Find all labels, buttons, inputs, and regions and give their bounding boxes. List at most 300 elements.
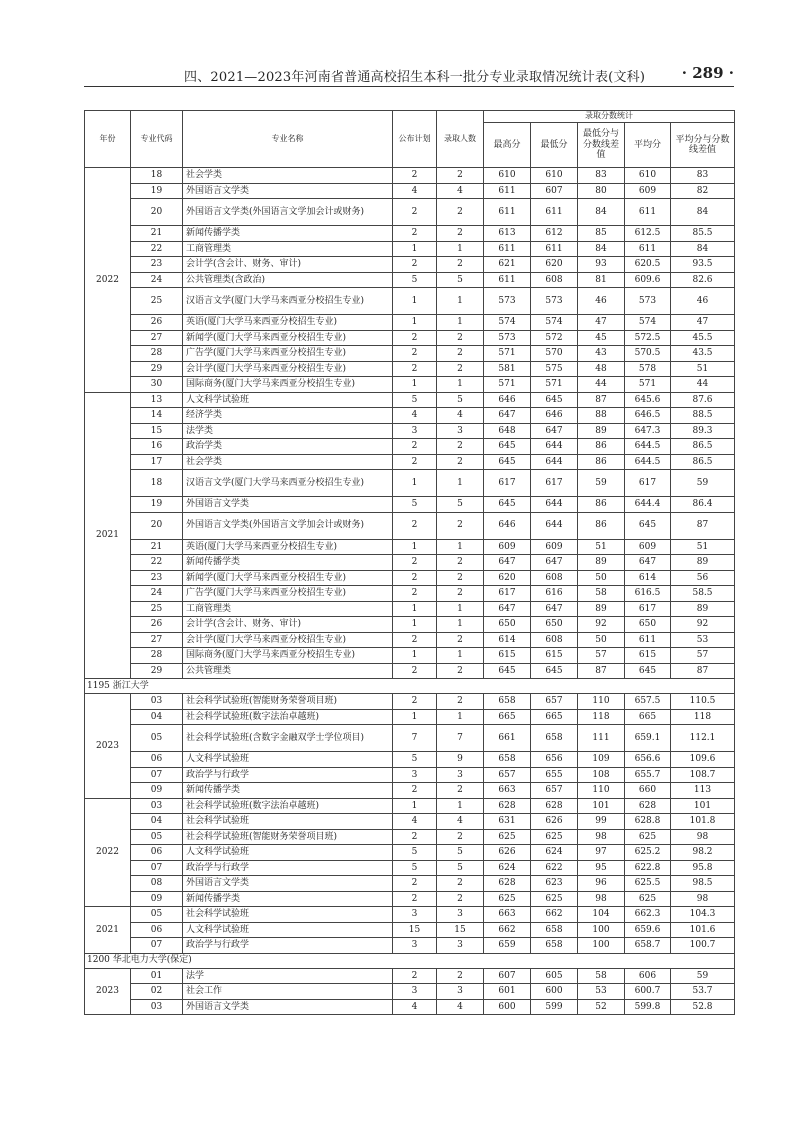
table-header: [85, 111, 735, 168]
cell-code: 20: [131, 199, 183, 226]
cell-avg: 647: [625, 555, 671, 571]
cell-max: 628: [484, 876, 531, 892]
cell-max: 625: [484, 829, 531, 845]
cell-avg: 658.7: [625, 938, 671, 954]
cell-max: 611: [484, 272, 531, 288]
cell-avg-diff: 98: [671, 891, 735, 907]
cell-max: 614: [484, 632, 531, 648]
cell-plan: 1: [393, 288, 437, 315]
cell-max: 645: [484, 663, 531, 679]
cell-plan: 2: [393, 512, 437, 539]
table-row: [85, 470, 735, 497]
cell-admit: 5: [437, 272, 484, 288]
header-rule: [84, 86, 734, 87]
cell-plan: 2: [393, 439, 437, 455]
university-row: [85, 679, 735, 694]
cell-avg-diff: 89.3: [671, 423, 735, 439]
cell-avg: 570.5: [625, 346, 671, 362]
cell-max: 647: [484, 408, 531, 424]
cell-max: 647: [484, 601, 531, 617]
cell-name: 会计学(厦门大学马来西亚分校招生专业): [183, 361, 393, 377]
cell-plan: 2: [393, 199, 437, 226]
cell-admit: 2: [437, 555, 484, 571]
cell-code: 04: [131, 814, 183, 830]
cell-min-diff: 59: [578, 470, 625, 497]
cell-avg-diff: 46: [671, 288, 735, 315]
cell-min: 647: [531, 423, 578, 439]
cell-min: 609: [531, 539, 578, 555]
cell-avg: 660: [625, 783, 671, 799]
cell-min: 572: [531, 330, 578, 346]
cell-admit: 2: [437, 876, 484, 892]
cell-min-diff: 98: [578, 829, 625, 845]
cell-code: 17: [131, 454, 183, 470]
cell-admit: 5: [437, 860, 484, 876]
table-row: [85, 288, 735, 315]
cell-plan: 2: [393, 361, 437, 377]
cell-avg-diff: 95.8: [671, 860, 735, 876]
cell-admit: 2: [437, 783, 484, 799]
cell-avg-diff: 86.5: [671, 439, 735, 455]
cell-code: 08: [131, 876, 183, 892]
cell-admit: 2: [437, 891, 484, 907]
cell-admit: 1: [437, 470, 484, 497]
cell-code: 06: [131, 752, 183, 768]
cell-max: 659: [484, 938, 531, 954]
col-header-avg-diff: 平均分与分数线差值: [671, 123, 735, 168]
cell-code: 25: [131, 288, 183, 315]
page-title: 四、2021—2023年河南省普通高校招生本科一批分专业录取情况统计表(文科): [184, 70, 646, 85]
cell-admit: 1: [437, 539, 484, 555]
cell-avg-diff: 87: [671, 512, 735, 539]
cell-code: 15: [131, 423, 183, 439]
table-row: [85, 454, 735, 470]
cell-name: 会计学(厦门大学马来西亚分校招生专业): [183, 632, 393, 648]
cell-admit: 5: [437, 497, 484, 513]
cell-max: 620: [484, 570, 531, 586]
cell-min: 573: [531, 288, 578, 315]
table-row: [85, 845, 735, 861]
cell-max: 646: [484, 512, 531, 539]
cell-avg: 616.5: [625, 586, 671, 602]
cell-min-diff: 109: [578, 752, 625, 768]
cell-plan: 5: [393, 272, 437, 288]
cell-plan: 15: [393, 922, 437, 938]
cell-plan: 1: [393, 601, 437, 617]
table-row: [85, 876, 735, 892]
cell-avg-diff: 101: [671, 798, 735, 814]
cell-name: 国际商务(厦门大学马来西亚分校招生专业): [183, 648, 393, 664]
cell-plan: 2: [393, 783, 437, 799]
col-header-avg: 平均分: [625, 123, 671, 168]
cell-avg-diff: 100.7: [671, 938, 735, 954]
cell-avg: 611: [625, 632, 671, 648]
col-header-max: 最高分: [484, 123, 531, 168]
cell-avg-diff: 45.5: [671, 330, 735, 346]
cell-name: 广告学(厦门大学马来西亚分校招生专业): [183, 586, 393, 602]
cell-name: 汉语言文学(厦门大学马来西亚分校招生专业): [183, 470, 393, 497]
cell-admit: 3: [437, 423, 484, 439]
col-header-code: 专业代码: [131, 111, 183, 168]
cell-code: 26: [131, 617, 183, 633]
university-name: 1200 华北电力大学(保定): [85, 953, 735, 968]
cell-avg-diff: 83: [671, 168, 735, 184]
table-row: [85, 361, 735, 377]
cell-plan: 4: [393, 999, 437, 1015]
cell-max: 661: [484, 725, 531, 752]
table-row: [85, 938, 735, 954]
cell-max: 573: [484, 330, 531, 346]
cell-admit: 3: [437, 938, 484, 954]
table-row: [85, 907, 735, 923]
table-row: [85, 539, 735, 555]
cell-admit: 1: [437, 601, 484, 617]
table-row: [85, 272, 735, 288]
table-row: [85, 648, 735, 664]
cell-max: 571: [484, 346, 531, 362]
cell-code: 09: [131, 783, 183, 799]
table-row: [85, 783, 735, 799]
cell-admit: 15: [437, 922, 484, 938]
cell-min-diff: 58: [578, 968, 625, 984]
table-row: [85, 226, 735, 242]
cell-plan: 1: [393, 617, 437, 633]
cell-avg: 657.5: [625, 694, 671, 710]
cell-avg: 600.7: [625, 984, 671, 1000]
cell-min: 662: [531, 907, 578, 923]
table-row: [85, 330, 735, 346]
cell-name: 国际商务(厦门大学马来西亚分校招生专业): [183, 377, 393, 393]
cell-min-diff: 87: [578, 392, 625, 408]
cell-admit: 2: [437, 694, 484, 710]
cell-admit: 4: [437, 408, 484, 424]
cell-avg-diff: 88.5: [671, 408, 735, 424]
cell-admit: 1: [437, 709, 484, 725]
cell-name: 社会科学试验班: [183, 814, 393, 830]
cell-avg-diff: 51: [671, 361, 735, 377]
cell-code: 25: [131, 601, 183, 617]
cell-min-diff: 110: [578, 783, 625, 799]
cell-min: 655: [531, 767, 578, 783]
cell-max: 611: [484, 199, 531, 226]
cell-admit: 4: [437, 183, 484, 199]
cell-code: 16: [131, 439, 183, 455]
cell-admit: 2: [437, 361, 484, 377]
cell-max: 657: [484, 767, 531, 783]
cell-name: 新闻传播学类: [183, 555, 393, 571]
col-header-year: 年份: [85, 111, 131, 168]
cell-min: 616: [531, 586, 578, 602]
cell-admit: 2: [437, 663, 484, 679]
cell-avg: 628: [625, 798, 671, 814]
cell-code: 24: [131, 586, 183, 602]
cell-min: 605: [531, 968, 578, 984]
cell-max: 611: [484, 241, 531, 257]
cell-plan: 5: [393, 497, 437, 513]
cell-max: 613: [484, 226, 531, 242]
cell-avg: 599.8: [625, 999, 671, 1015]
cell-avg: 611: [625, 199, 671, 226]
cell-avg-diff: 98.2: [671, 845, 735, 861]
cell-min-diff: 92: [578, 617, 625, 633]
cell-min-diff: 89: [578, 423, 625, 439]
cell-avg: 662.3: [625, 907, 671, 923]
cell-name: 社会学类: [183, 454, 393, 470]
cell-min-diff: 46: [578, 288, 625, 315]
cell-plan: 5: [393, 752, 437, 768]
cell-avg-diff: 118: [671, 709, 735, 725]
cell-avg: 606: [625, 968, 671, 984]
cell-admit: 2: [437, 586, 484, 602]
cell-avg: 574: [625, 315, 671, 331]
cell-avg-diff: 92: [671, 617, 735, 633]
cell-admit: 2: [437, 439, 484, 455]
cell-admit: 1: [437, 798, 484, 814]
cell-plan: 2: [393, 257, 437, 273]
cell-min-diff: 48: [578, 361, 625, 377]
col-header-admit: 录取人数: [437, 111, 484, 168]
cell-min-diff: 86: [578, 512, 625, 539]
table-row: [85, 798, 735, 814]
cell-plan: 4: [393, 408, 437, 424]
cell-plan: 1: [393, 709, 437, 725]
cell-plan: 2: [393, 555, 437, 571]
cell-min-diff: 100: [578, 922, 625, 938]
cell-max: 609: [484, 539, 531, 555]
cell-code: 05: [131, 907, 183, 923]
cell-min: 628: [531, 798, 578, 814]
cell-code: 19: [131, 497, 183, 513]
col-header-min-diff: 最低分与分数线差值: [578, 123, 625, 168]
cell-name: 新闻学(厦门大学马来西亚分校招生专业): [183, 570, 393, 586]
cell-max: 650: [484, 617, 531, 633]
cell-name: 经济学类: [183, 408, 393, 424]
table-row: [85, 315, 735, 331]
cell-avg: 611: [625, 241, 671, 257]
cell-min: 657: [531, 694, 578, 710]
cell-admit: 1: [437, 315, 484, 331]
cell-avg-diff: 104.3: [671, 907, 735, 923]
cell-min: 570: [531, 346, 578, 362]
cell-admit: 3: [437, 767, 484, 783]
cell-plan: 1: [393, 798, 437, 814]
cell-admit: 9: [437, 752, 484, 768]
table-row: [85, 767, 735, 783]
cell-avg-diff: 85.5: [671, 226, 735, 242]
cell-admit: 5: [437, 845, 484, 861]
cell-avg: 571: [625, 377, 671, 393]
cell-min: 625: [531, 829, 578, 845]
cell-code: 09: [131, 891, 183, 907]
cell-plan: 2: [393, 454, 437, 470]
cell-plan: 2: [393, 694, 437, 710]
cell-min: 620: [531, 257, 578, 273]
cell-code: 18: [131, 168, 183, 184]
cell-min: 611: [531, 199, 578, 226]
cell-name: 会计学(含会计、财务、审计): [183, 257, 393, 273]
cell-max: 626: [484, 845, 531, 861]
cell-min-diff: 95: [578, 860, 625, 876]
cell-code: 13: [131, 392, 183, 408]
cell-code: 07: [131, 938, 183, 954]
cell-name: 外国语言文学类(外国语言文学加会计或财务): [183, 199, 393, 226]
year-cell: 2022: [85, 798, 131, 907]
cell-max: 607: [484, 968, 531, 984]
cell-name: 新闻传播学类: [183, 891, 393, 907]
cell-name: 社会科学试验班: [183, 907, 393, 923]
cell-avg-diff: 43.5: [671, 346, 735, 362]
cell-plan: 2: [393, 346, 437, 362]
cell-code: 21: [131, 539, 183, 555]
table-row: [85, 860, 735, 876]
cell-code: 05: [131, 725, 183, 752]
cell-avg-diff: 59: [671, 968, 735, 984]
cell-name: 外国语言文学类: [183, 999, 393, 1015]
cell-min-diff: 110: [578, 694, 625, 710]
cell-avg-diff: 113: [671, 783, 735, 799]
page-header: [84, 62, 734, 86]
table-row: [85, 570, 735, 586]
cell-avg-diff: 98: [671, 829, 735, 845]
cell-name: 政治学与行政学: [183, 767, 393, 783]
year-cell: 2021: [85, 392, 131, 679]
cell-admit: 1: [437, 241, 484, 257]
cell-max: 624: [484, 860, 531, 876]
cell-admit: 2: [437, 570, 484, 586]
cell-plan: 3: [393, 423, 437, 439]
cell-avg: 645: [625, 512, 671, 539]
cell-plan: 2: [393, 330, 437, 346]
cell-plan: 5: [393, 845, 437, 861]
cell-min-diff: 50: [578, 632, 625, 648]
cell-plan: 1: [393, 648, 437, 664]
table-row: [85, 984, 735, 1000]
year-cell: 2021: [85, 907, 131, 954]
cell-avg: 656.6: [625, 752, 671, 768]
cell-admit: 2: [437, 346, 484, 362]
col-header-stats-group: 录取分数统计: [484, 111, 735, 123]
cell-min: 625: [531, 891, 578, 907]
page-number: · 289 ·: [681, 64, 734, 82]
cell-code: 03: [131, 999, 183, 1015]
cell-name: 英语(厦门大学马来西亚分校招生专业): [183, 539, 393, 555]
table-row: [85, 663, 735, 679]
cell-code: 27: [131, 632, 183, 648]
cell-avg: 610: [625, 168, 671, 184]
admissions-table: [84, 110, 735, 1015]
table-row: [85, 694, 735, 710]
cell-max: 658: [484, 694, 531, 710]
cell-avg: 615: [625, 648, 671, 664]
cell-min: 607: [531, 183, 578, 199]
cell-min-diff: 96: [578, 876, 625, 892]
table-row: [85, 829, 735, 845]
cell-name: 法学: [183, 968, 393, 984]
cell-name: 人文科学试验班: [183, 392, 393, 408]
cell-name: 外国语言文学类: [183, 497, 393, 513]
cell-avg-diff: 84: [671, 241, 735, 257]
cell-min: 658: [531, 725, 578, 752]
cell-admit: 2: [437, 168, 484, 184]
cell-min-diff: 86: [578, 454, 625, 470]
cell-min-diff: 98: [578, 891, 625, 907]
cell-plan: 2: [393, 226, 437, 242]
cell-min: 657: [531, 783, 578, 799]
cell-avg-diff: 59: [671, 470, 735, 497]
table-row: [85, 999, 735, 1015]
cell-avg: 644.5: [625, 454, 671, 470]
table-row: [85, 241, 735, 257]
cell-max: 617: [484, 586, 531, 602]
year-cell: 2022: [85, 168, 131, 393]
cell-avg: 659.1: [625, 725, 671, 752]
cell-avg: 650: [625, 617, 671, 633]
cell-plan: 4: [393, 183, 437, 199]
cell-min-diff: 51: [578, 539, 625, 555]
cell-avg: 647.3: [625, 423, 671, 439]
cell-avg: 614: [625, 570, 671, 586]
cell-min: 645: [531, 663, 578, 679]
col-header-plan: 公布计划: [393, 111, 437, 168]
table-row: [85, 257, 735, 273]
cell-max: 611: [484, 183, 531, 199]
cell-max: 581: [484, 361, 531, 377]
table-row: [85, 377, 735, 393]
cell-plan: 2: [393, 586, 437, 602]
table-row: [85, 922, 735, 938]
table-row: [85, 709, 735, 725]
cell-name: 新闻传播学类: [183, 226, 393, 242]
cell-min-diff: 118: [578, 709, 625, 725]
cell-avg: 625.5: [625, 876, 671, 892]
cell-avg: 659.6: [625, 922, 671, 938]
cell-max: 645: [484, 454, 531, 470]
cell-max: 601: [484, 984, 531, 1000]
cell-code: 28: [131, 346, 183, 362]
year-cell: 2023: [85, 968, 131, 1015]
table-row: [85, 632, 735, 648]
cell-code: 07: [131, 767, 183, 783]
cell-min: 650: [531, 617, 578, 633]
cell-name: 新闻传播学类: [183, 783, 393, 799]
cell-plan: 2: [393, 632, 437, 648]
cell-avg-diff: 51: [671, 539, 735, 555]
cell-avg: 645: [625, 663, 671, 679]
cell-min: 645: [531, 392, 578, 408]
table-row: [85, 752, 735, 768]
cell-min-diff: 81: [578, 272, 625, 288]
table-row: [85, 968, 735, 984]
cell-name: 人文科学试验班: [183, 922, 393, 938]
cell-plan: 4: [393, 814, 437, 830]
cell-min-diff: 47: [578, 315, 625, 331]
cell-min: 656: [531, 752, 578, 768]
cell-code: 26: [131, 315, 183, 331]
cell-code: 06: [131, 845, 183, 861]
cell-name: 社会科学试验班(智能财务荣誉项目班): [183, 829, 393, 845]
cell-avg: 625: [625, 891, 671, 907]
cell-min-diff: 43: [578, 346, 625, 362]
cell-avg-diff: 47: [671, 315, 735, 331]
cell-code: 04: [131, 709, 183, 725]
cell-max: 615: [484, 648, 531, 664]
cell-name: 外国语言文学类: [183, 876, 393, 892]
cell-plan: 3: [393, 907, 437, 923]
cell-min-diff: 89: [578, 555, 625, 571]
table-row: [85, 168, 735, 184]
cell-plan: 2: [393, 829, 437, 845]
cell-name: 社会科学试验班(数字法治卓越班): [183, 709, 393, 725]
